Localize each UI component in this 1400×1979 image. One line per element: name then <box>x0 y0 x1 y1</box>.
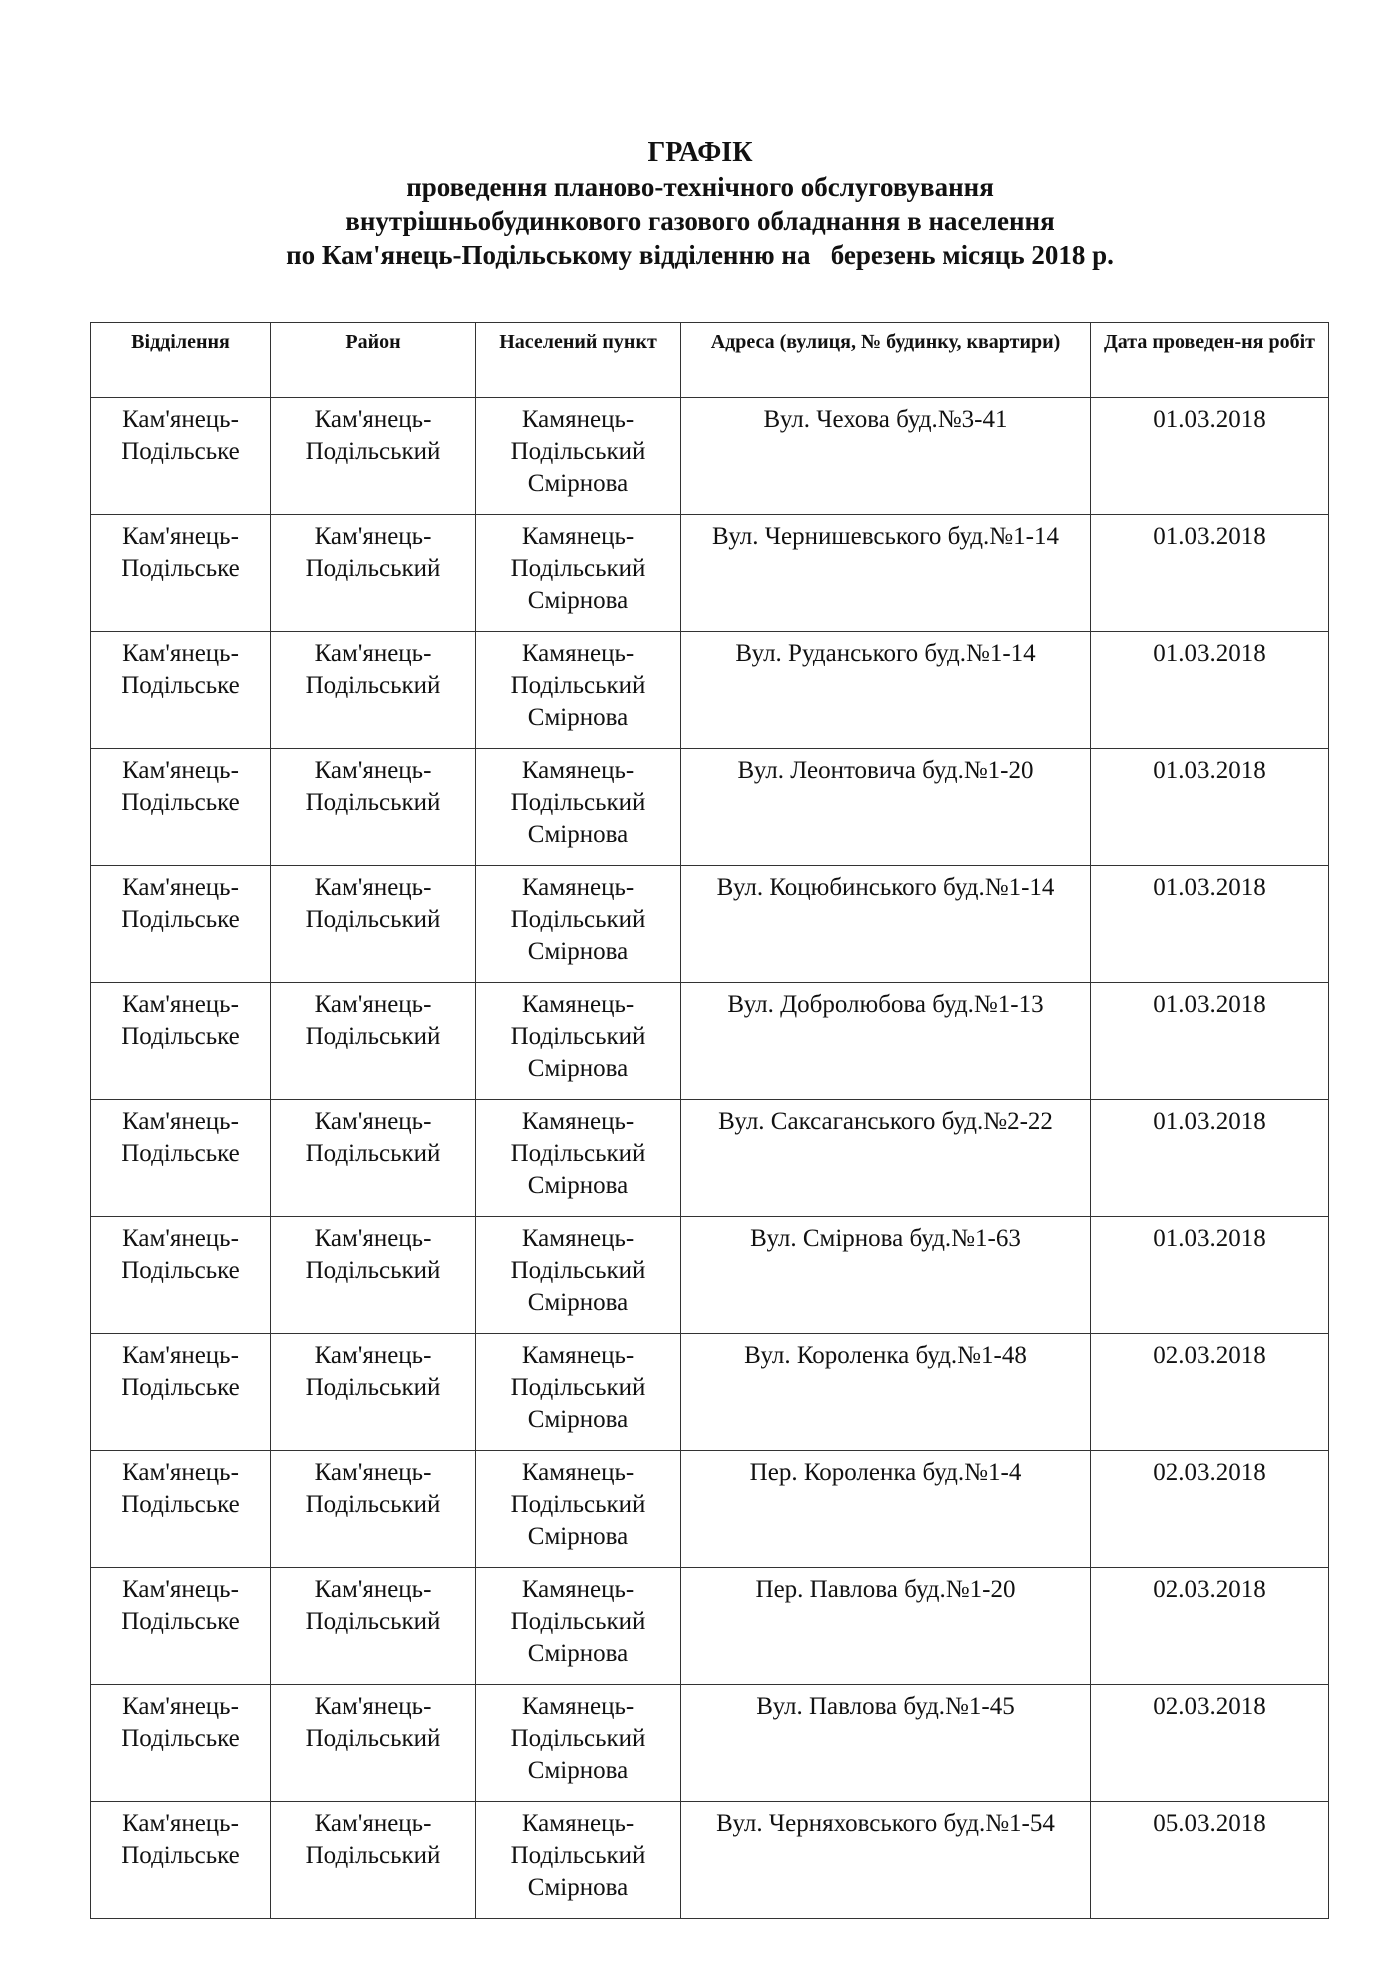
title-heading: ГРАФІК <box>647 137 753 168</box>
date-cell: 01.03.2018 <box>1091 983 1329 1100</box>
address-cell: Вул. Добролюбова буд.№1-13 <box>681 983 1091 1100</box>
table-row <box>91 398 1329 515</box>
address-cell: Вул. Саксаганського буд.№2-22 <box>681 1100 1091 1217</box>
department-cell: Кам'янець-Подільське <box>91 398 271 515</box>
department-cell: Кам'янець-Подільське <box>91 1451 271 1568</box>
address-cell: Вул. Черняховського буд.№1-54 <box>681 1802 1091 1919</box>
title-subtitle-line-3: по Кам'янець-Подільському відділенню на березень місяць 2018 р. <box>286 240 1114 270</box>
title-subtitle-line-1: проведення планово-технічного обслуговування <box>406 172 994 202</box>
date-cell: 02.03.2018 <box>1091 1685 1329 1802</box>
district-cell: Кам'янець-Подільський <box>271 1217 476 1334</box>
district-cell: Кам'янець-Подільський <box>271 632 476 749</box>
date-cell: 02.03.2018 <box>1091 1451 1329 1568</box>
settlement-cell: Камянець-Подільський Смірнова <box>476 1217 681 1334</box>
schedule-table <box>90 322 1329 1919</box>
column-header-department: Відділення <box>91 323 271 398</box>
department-cell: Кам'янець-Подільське <box>91 1217 271 1334</box>
date-cell: 05.03.2018 <box>1091 1802 1329 1919</box>
settlement-cell: Камянець-Подільський Смірнова <box>476 515 681 632</box>
settlement-cell: Камянець-Подільський Смірнова <box>476 1802 681 1919</box>
date-cell: 01.03.2018 <box>1091 515 1329 632</box>
district-cell: Кам'янець-Подільський <box>271 749 476 866</box>
date-cell: 01.03.2018 <box>1091 1217 1329 1334</box>
district-cell: Кам'янець-Подільський <box>271 1685 476 1802</box>
table-row <box>91 1100 1329 1217</box>
column-header-district: Район <box>271 323 476 398</box>
district-cell: Кам'янець-Подільський <box>271 515 476 632</box>
department-cell: Кам'янець-Подільське <box>91 866 271 983</box>
department-cell: Кам'янець-Подільське <box>91 515 271 632</box>
date-cell: 01.03.2018 <box>1091 749 1329 866</box>
table-row <box>91 515 1329 632</box>
district-cell: Кам'янець-Подільський <box>271 1100 476 1217</box>
address-cell: Пер. Короленка буд.№1-4 <box>681 1451 1091 1568</box>
settlement-cell: Камянець-Подільський Смірнова <box>476 632 681 749</box>
settlement-cell: Камянець-Подільський Смірнова <box>476 1100 681 1217</box>
date-cell: 01.03.2018 <box>1091 398 1329 515</box>
table-row <box>91 1802 1329 1919</box>
date-cell: 01.03.2018 <box>1091 1100 1329 1217</box>
table-body <box>91 398 1329 1919</box>
document-title <box>0 136 1400 272</box>
district-cell: Кам'янець-Подільський <box>271 1568 476 1685</box>
department-cell: Кам'янець-Подільське <box>91 1568 271 1685</box>
title-subtitle-line-2: внутрішньобудинкового газового обладнання в населення <box>345 206 1055 236</box>
address-cell: Вул. Павлова буд.№1-45 <box>681 1685 1091 1802</box>
table-row <box>91 1451 1329 1568</box>
settlement-cell: Камянець-Подільський Смірнова <box>476 398 681 515</box>
settlement-cell: Камянець-Подільський Смірнова <box>476 749 681 866</box>
settlement-cell: Камянець-Подільський Смірнова <box>476 1451 681 1568</box>
district-cell: Кам'янець-Подільський <box>271 398 476 515</box>
settlement-cell: Камянець-Подільський Смірнова <box>476 983 681 1100</box>
department-cell: Кам'янець-Подільське <box>91 749 271 866</box>
address-cell: Вул. Короленка буд.№1-48 <box>681 1334 1091 1451</box>
district-cell: Кам'янець-Подільський <box>271 1334 476 1451</box>
department-cell: Кам'янець-Подільське <box>91 1100 271 1217</box>
department-cell: Кам'янець-Подільське <box>91 632 271 749</box>
district-cell: Кам'янець-Подільський <box>271 1451 476 1568</box>
settlement-cell: Камянець-Подільський Смірнова <box>476 1334 681 1451</box>
address-cell: Вул. Чернишевського буд.№1-14 <box>681 515 1091 632</box>
table-header-row <box>91 323 1329 398</box>
table-row <box>91 866 1329 983</box>
table-row <box>91 749 1329 866</box>
settlement-cell: Камянець-Подільський Смірнова <box>476 1568 681 1685</box>
address-cell: Вул. Чехова буд.№3-41 <box>681 398 1091 515</box>
address-cell: Вул. Коцюбинського буд.№1-14 <box>681 866 1091 983</box>
department-cell: Кам'янець-Подільське <box>91 1685 271 1802</box>
district-cell: Кам'янець-Подільський <box>271 1802 476 1919</box>
address-cell: Вул. Руданського буд.№1-14 <box>681 632 1091 749</box>
table-row <box>91 983 1329 1100</box>
date-cell: 02.03.2018 <box>1091 1334 1329 1451</box>
address-cell: Пер. Павлова буд.№1-20 <box>681 1568 1091 1685</box>
column-header-settlement: Населений пункт <box>476 323 681 398</box>
address-cell: Вул. Леонтовича буд.№1-20 <box>681 749 1091 866</box>
district-cell: Кам'янець-Подільський <box>271 983 476 1100</box>
department-cell: Кам'янець-Подільське <box>91 983 271 1100</box>
district-cell: Кам'янець-Подільський <box>271 866 476 983</box>
date-cell: 01.03.2018 <box>1091 866 1329 983</box>
table-row <box>91 1334 1329 1451</box>
column-header-date: Дата проведен-ня робіт <box>1091 323 1329 398</box>
table-row <box>91 632 1329 749</box>
address-cell: Вул. Смірнова буд.№1-63 <box>681 1217 1091 1334</box>
table-row <box>91 1217 1329 1334</box>
date-cell: 02.03.2018 <box>1091 1568 1329 1685</box>
department-cell: Кам'янець-Подільське <box>91 1334 271 1451</box>
table-row <box>91 1568 1329 1685</box>
settlement-cell: Камянець-Подільський Смірнова <box>476 1685 681 1802</box>
table-row <box>91 1685 1329 1802</box>
settlement-cell: Камянець-Подільський Смірнова <box>476 866 681 983</box>
department-cell: Кам'янець-Подільське <box>91 1802 271 1919</box>
date-cell: 01.03.2018 <box>1091 632 1329 749</box>
column-header-address: Адреса (вулиця, № будинку, квартири) <box>681 323 1091 398</box>
